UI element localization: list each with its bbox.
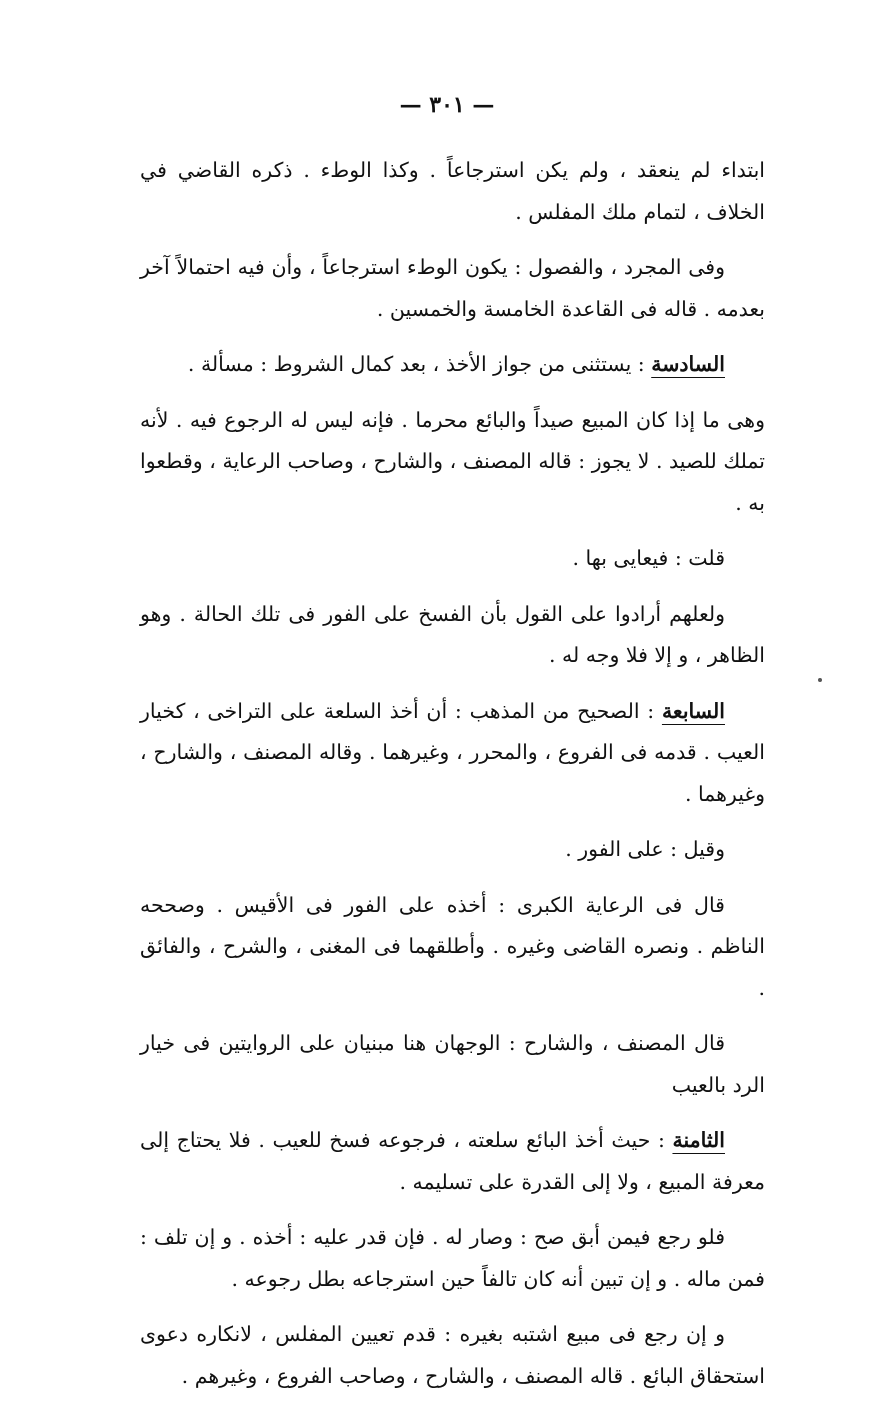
paragraph-text: وفى المجرد ، والفصول : يكون الوطء استرجاعاً ، وأن فيه احتمالاً آخر بعدمه . قاله فى القاعدة الخامسة والخمسين . [140,255,765,321]
paragraph-6 [140,594,765,677]
paragraph-text: فلو رجع فيمن أبق صح : وصار له . فإن قدر عليه : أخذه . و إن تلف : فمن ماله . و إن تبين أنه كان تالفاً حين استرجاعه بطل رجوعه . [140,1225,765,1291]
section-lead-eighth: الثامنة [672,1128,725,1152]
paragraph-8 [140,829,765,871]
paragraph-text: ابتداء لم ينعقد ، ولم يكن استرجاعاً . وكذا الوطء . ذكره القاضي في الخلاف ، لتمام ملك المفلس . [140,158,765,224]
paragraph-13 [140,1314,765,1397]
paragraph-7 [140,691,765,816]
paragraph-text: وقيل : على الفور . [565,837,725,861]
paragraph-text: وهى ما إذا كان المبيع صيداً والبائع محرما . فإنه ليس له الرجوع فيه . لأنه تملك للصيد . لا يجوز : قاله المصنف ، والشارح ، وصاحب الرعاية ، وقطعوا به . [140,407,765,515]
paragraph-11 [140,1120,765,1203]
section-lead-sixth: السادسة [651,352,725,376]
paragraph-5 [140,538,765,580]
paragraph-text: : يستثنى من جواز الأخذ ، بعد كمال الشروط : مسألة . [187,352,652,376]
text-body [140,150,765,1411]
paragraph-4 [140,400,765,525]
paragraph-12 [140,1217,765,1300]
paragraph-text: : الصحيح من المذهب : أن أخذ السلعة على التراخى ، كخيار العيب . قدمه فى الفروع ، والمحرر ، وغيرهما . وقاله المصنف ، والشارح ، وغيرهما . [140,698,765,806]
ink-speck [818,678,822,682]
paragraph-text: : حيث أخذ البائع سلعته ، فرجوعه فسخ للعيب . فلا يحتاج إلى معرفة المبيع ، ولا إلى القدرة على تسليمه . [140,1128,765,1194]
paragraph-text: و إن رجع فى مبيع اشتبه بغيره : قدم تعيين المفلس ، لانكاره دعوى استحقاق البائع . قاله المصنف ، والشارح ، وصاحب الفروع ، وغيرهم . [140,1322,765,1388]
paragraph-text: قال فى الرعاية الكبرى : أخذه على الفور فى الأقيس . وصححه الناظم . ونصره القاضى وغيره . وأطلقهما فى المغنى ، والشرح ، والفائق . [140,892,765,1000]
page-number: — ٣٠١ — [399,92,495,118]
section-lead-seventh: السابعة [661,698,725,723]
paragraph-text: ولعلهم أرادوا على القول بأن الفسخ على الفور فى تلك الحالة . وهو الظاهر ، و إلا فلا وجه له . [140,601,765,667]
paragraph-text: قال المصنف ، والشارح : الوجهان هنا مبنيان على الروايتين فى خيار الرد بالعيب [140,1031,765,1097]
paragraph-10 [140,1023,765,1106]
paragraph-2 [140,247,765,330]
paragraph-3 [140,344,765,386]
paragraph-9 [140,885,765,1010]
paragraph-text: قلت : فيعايى بها . [572,546,725,570]
paragraph-1 [140,150,765,233]
